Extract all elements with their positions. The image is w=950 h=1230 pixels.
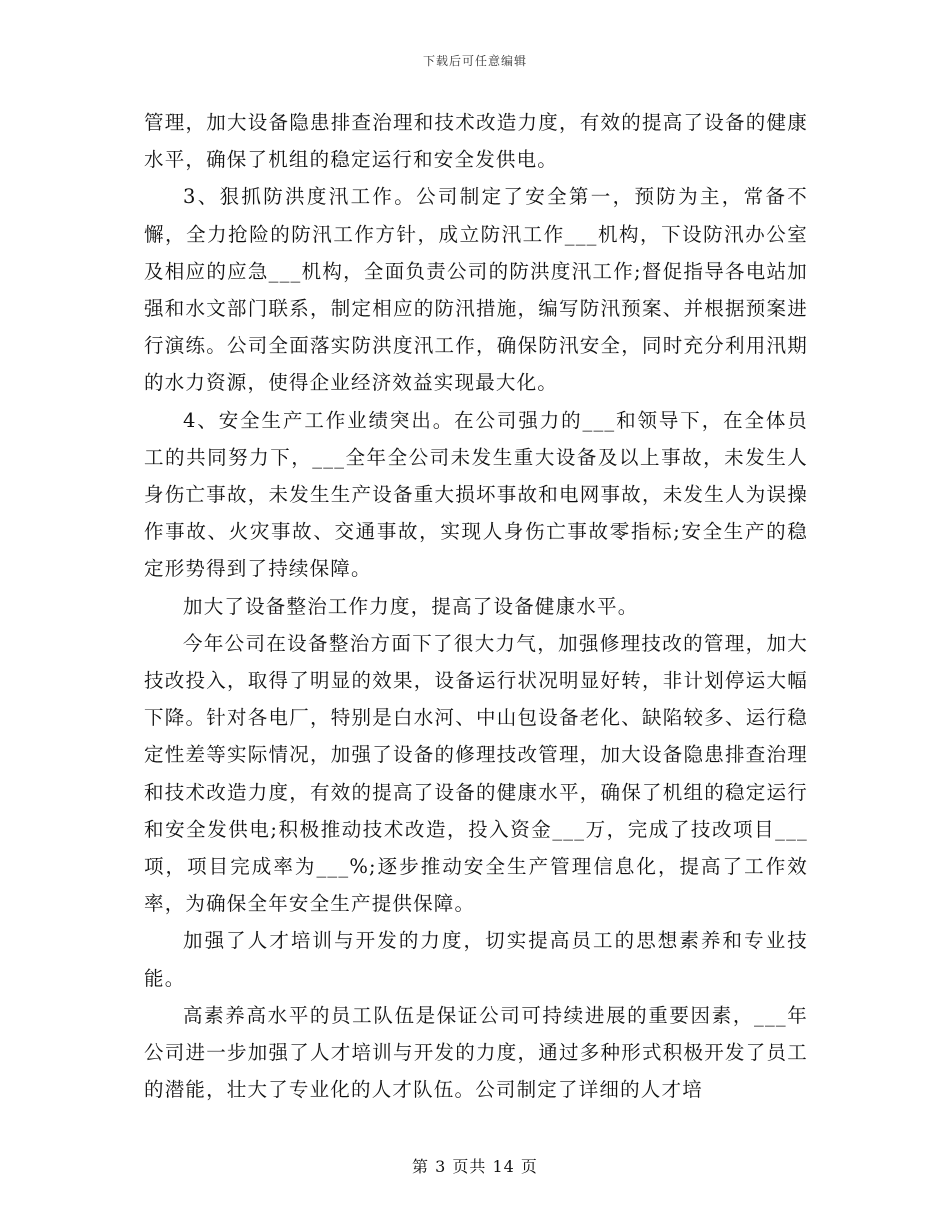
paragraph-heading: 加大了设备整治工作力度，提高了设备健康水平。 (183, 594, 639, 618)
page-footer: 第 3 页共 14 页 (412, 1157, 538, 1176)
page-header: 下载后可任意编辑 (422, 54, 527, 68)
document-body (144, 104, 808, 1108)
paragraph: 4、安全生产工作业绩突出。在公司强力的___和领导下，在全体员工的共同努力下，___全年全公司未发生重大设备及以上事故，未发生人身伤亡事故，未发生生产设备重大损坏事故和电网事故，未发生人为误操作事故、火灾事故、交通事故，实现人身伤亡事故零指标;安全生产的稳定形势得到了持续保障。 (144, 408, 808, 581)
paragraph: 今年公司在设备整治方面下了很大力气，加强修理技改的管理，加大技改投入，取得了明显的效果，设备运行状况明显好转，非计划停运大幅下降。针对各电厂，特别是白水河、中山包设备老化、缺陷较多、运行稳定性差等实际情况，加强了设备的修理技改管理，加大设备隐患排查治理和技术改造力度，有效的提高了设备的健康水平，确保了机组的稳定运行和安全发供电;积极推动技术改造，投入资金___万，完成了技改项目___项，项目完成率为___%;逐步推动安全生产管理信息化，提高了工作效率，为确保全年安全生产提供保障。 (144, 631, 808, 916)
paragraph-heading: 加强了人才培训与开发的力度，切实提高员工的思想素养和专业技能。 (144, 929, 808, 990)
paragraph: 3、狠抓防洪度汛工作。公司制定了安全第一，预防为主，常备不懈，全力抢险的防汛工作方针，成立防汛工作___机构，下设防汛办公室及相应的应急___机构，全面负责公司的防洪度汛工作;督促指导各电站加强和水文部门联系，制定相应的防汛措施，编写防汛预案、并根据预案进行演练。公司全面落实防洪度汛工作，确保防汛安全，同时充分利用汛期的水力资源，使得企业经济效益实现最大化。 (144, 185, 808, 395)
paragraph: 管理，加大设备隐患排查治理和技术改造力度，有效的提高了设备的健康水平，确保了机组的稳定运行和安全发供电。 (144, 111, 808, 172)
paragraph: 高素养高水平的员工队伍是保证公司可持续进展的重要因素，___年公司进一步加强了人才培训与开发的力度，通过多种形式积极开发了员工的潜能，壮大了专业化的人才队伍。公司制定了详细的人才培 (144, 1003, 808, 1102)
